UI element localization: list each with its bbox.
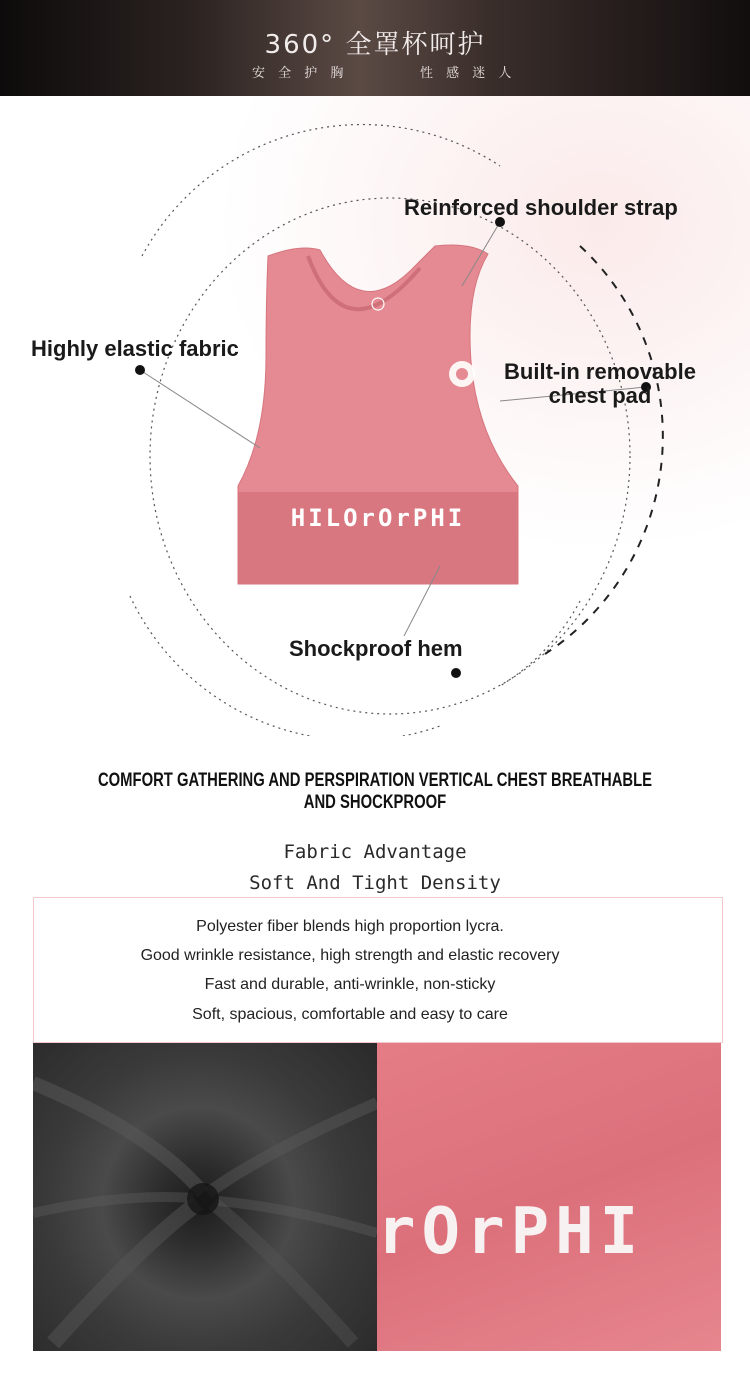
dotted-ring-bottom — [130, 596, 440, 736]
pink-fabric-print-image — [377, 1043, 721, 1351]
gray-fabric-swirl-image — [33, 1043, 377, 1351]
bra-print-text: HILOrOrPHI — [290, 504, 466, 532]
dotted-ring-top — [142, 125, 500, 256]
dot-hem — [451, 668, 461, 678]
leader-elastic — [140, 370, 260, 448]
product-feature-area — [0, 96, 750, 736]
dot-elastic — [135, 365, 145, 375]
callout-chest-pad-line2: chest pad — [548, 383, 652, 408]
callout-shoulder-strap: Reinforced shoulder strap — [404, 195, 678, 220]
header-banner — [0, 0, 750, 96]
callout-chest-pad-line1: Built-in removable — [504, 359, 696, 384]
fabric-line-2: Good wrinkle resistance, high strength and elastic recovery — [140, 947, 560, 964]
fabric-line-4: Soft, spacious, comfortable and easy to care — [192, 1006, 508, 1023]
photo-gray-fabric — [33, 1043, 377, 1351]
fabric-subtitle: Soft And Tight Density — [249, 872, 501, 894]
callout-chest-pad — [494, 360, 706, 408]
dotted-ring-right-lower — [500, 601, 580, 686]
banner-subtitle-left: 安 全 护 胸 — [252, 66, 344, 81]
fabric-line-1: Polyester fiber blends high proportion lycra. — [196, 918, 504, 935]
dashed-ring-right — [545, 246, 663, 654]
photo-pink-fabric — [377, 1043, 721, 1351]
banner-subtitle-right: 性 感 迷 人 — [420, 66, 512, 81]
banner-title: 360° 全罩杯呵护 — [264, 30, 486, 60]
callout-shockproof-hem: Shockproof hem — [289, 636, 463, 661]
pad-icon-inner — [456, 368, 468, 380]
fabric-line-3: Fast and durable, anti-wrinkle, non-sticky — [204, 976, 496, 993]
slogan: COMFORT GATHERING AND PERSPIRATION VERTICAL CHEST BREATHABLE AND SHOCKPROOF — [97, 770, 653, 813]
callout-elastic-fabric: Highly elastic fabric — [31, 336, 239, 361]
sports-bra-product — [238, 245, 518, 584]
fabric-title: Fabric Advantage — [283, 841, 467, 863]
fabric-print-text: rOrPHI — [377, 1195, 645, 1269]
